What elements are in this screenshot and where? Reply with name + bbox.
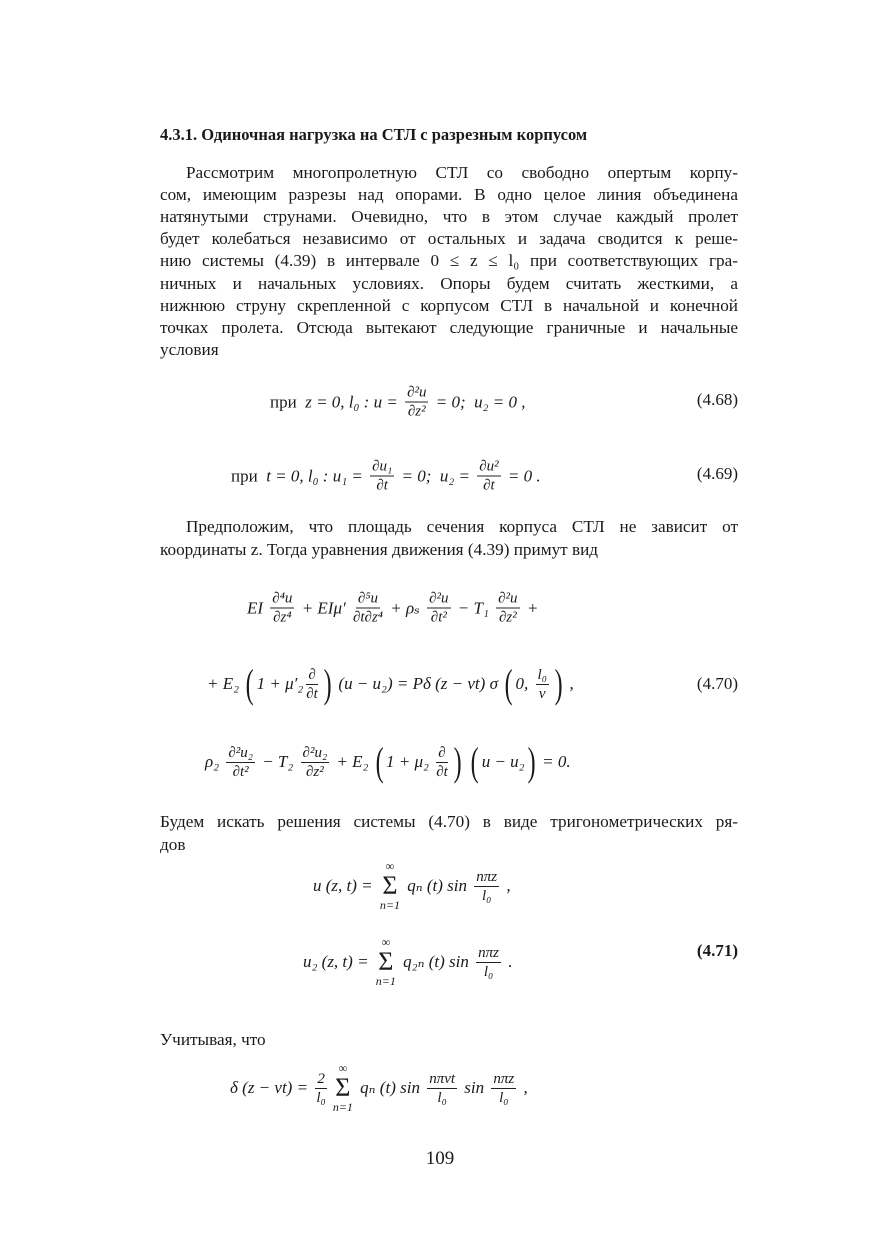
fraction (491, 1070, 516, 1107)
equation-number: (4.69) (696, 464, 738, 483)
fraction-numerator: ∂²u (498, 590, 518, 607)
math-text: 0, (515, 674, 533, 693)
math-text: u − u₂ (481, 752, 525, 771)
math-text: = 0 . (503, 466, 541, 485)
fraction (370, 458, 394, 495)
sum-upper-limit: ∞ (338, 1061, 348, 1075)
fraction-denominator: ∂t (306, 685, 318, 702)
fraction-denominator: ∂t (436, 763, 448, 780)
math-text (464, 752, 468, 772)
fraction (353, 590, 383, 627)
fraction-numerator: ∂ (308, 666, 316, 683)
parenthesis: ( (245, 661, 254, 706)
math-text: − T₂ (257, 752, 298, 771)
fraction-denominator: ∂z² (498, 609, 517, 626)
math-text: EI (247, 598, 268, 617)
sigma-symbol: Σ (382, 871, 398, 900)
equation-4-68 (270, 384, 526, 421)
fraction-denominator: l₀ (482, 887, 492, 904)
math-text: + EIμ′ (297, 598, 350, 617)
fraction-denominator: l₀ (316, 1089, 326, 1106)
equation-number: (4.71) (696, 941, 738, 960)
fraction (536, 666, 549, 703)
fraction (315, 1070, 327, 1107)
fraction (405, 384, 428, 421)
fraction-denominator: v (538, 685, 546, 702)
sum-upper-limit: ∞ (381, 935, 391, 949)
fraction-numerator: 2 (317, 1070, 325, 1087)
sigma-symbol: Σ (378, 947, 394, 976)
fraction-denominator: ∂z² (407, 403, 426, 420)
fraction-numerator: ∂⁴u (272, 590, 293, 607)
parenthesis: ) (323, 661, 332, 706)
equation-4-69 (231, 458, 541, 495)
fraction (436, 744, 448, 781)
math-text: , (502, 876, 511, 895)
text-line: точках пролета. Отсюда вытекают следующие граничные и начальные (160, 318, 738, 337)
fraction-denominator: l₀ (483, 963, 494, 980)
sum-lower-limit: n=1 (332, 1100, 353, 1114)
equation-4-70-line2 (207, 661, 574, 706)
fraction-denominator: ∂t² (232, 763, 249, 780)
math-text: . (503, 952, 513, 971)
text-line: будет колебаться независимо от остальных и задача сводится к реше- (160, 229, 738, 248)
fraction-numerator: ∂²u₂ (302, 744, 328, 761)
section-heading: 4.3.1. Одиночная нагрузка на СТЛ с разрезным корпусом (160, 125, 588, 144)
math-text: sin (460, 1078, 489, 1097)
fraction (301, 744, 330, 781)
fraction (226, 744, 255, 781)
fraction-numerator: l₀ (537, 666, 547, 683)
equation-delta (230, 1062, 528, 1114)
fraction (474, 868, 499, 905)
fraction-denominator: l₀ (437, 1089, 447, 1106)
text-line: Рассмотрим многопролетную СТЛ со свободно опертым корпу- (186, 163, 738, 182)
math-text: = 0; u₂ = 0 , (431, 392, 526, 411)
fraction-numerator: ∂u² (479, 458, 499, 475)
math-text: (u − u₂) = Pδ (z − vt) σ (334, 674, 503, 693)
math-text: qₙ (t) sin (403, 876, 472, 895)
math-text: − T₁ (453, 598, 494, 617)
math-text: + E₂ (332, 752, 373, 771)
math-text: q₂ₙ (t) sin (398, 952, 474, 971)
equation-4-71-line1 (313, 860, 511, 912)
text-line: Учитывая, что (160, 1030, 266, 1049)
fraction-numerator: nπvt (429, 1070, 456, 1087)
fraction-denominator: ∂t² (430, 609, 447, 626)
math-word: при (270, 392, 306, 411)
math-text: = 0. (537, 752, 571, 771)
fraction (427, 1070, 457, 1107)
fraction (306, 666, 318, 703)
text-line: нижнюю струну скрепленной с корпусом СТЛ в начальной и конечной (160, 296, 738, 315)
math-text: z = 0, l₀ : u = (305, 392, 403, 411)
equation-number: (4.70) (696, 674, 738, 693)
text-line: ничных и начальных условиях. Опоры будем считать жесткими, а (160, 274, 738, 293)
fraction (270, 590, 294, 627)
text-line: сом, имеющим разрезы над опорами. В одно целое линия объединена (160, 185, 738, 204)
fraction-numerator: ∂²u₂ (228, 744, 253, 761)
fraction (477, 458, 500, 495)
math-text: = 0; u₂ = (397, 466, 475, 485)
math-text: + (522, 598, 539, 617)
sum-lower-limit: n=1 (375, 974, 396, 988)
equation-number: (4.68) (696, 390, 738, 409)
text-line: Будем искать решения системы (4.70) в виде тригонометрических ря- (160, 812, 738, 831)
summation (380, 860, 400, 912)
text-line: условия (160, 340, 219, 359)
fraction-numerator: nπz (476, 868, 498, 885)
fraction (476, 944, 501, 981)
sum-upper-limit: ∞ (385, 859, 395, 873)
equation-4-70-line1 (247, 590, 538, 627)
fraction-numerator: nπz (493, 1070, 515, 1087)
math-text: u (z, t) = (313, 876, 377, 895)
text-line: дов (160, 835, 186, 854)
summation (333, 1062, 353, 1114)
sum-lower-limit: n=1 (379, 898, 400, 912)
fraction-numerator: ∂u₁ (372, 458, 393, 475)
equation-4-71-line2 (303, 936, 512, 988)
fraction-numerator: ∂ (438, 744, 446, 761)
math-word: при (231, 466, 267, 485)
fraction-numerator: ∂²u (407, 384, 427, 401)
math-text: , (565, 674, 574, 693)
math-text: u₂ (z, t) = (303, 952, 373, 971)
math-text: 1 + μ′₂ (256, 674, 304, 693)
parenthesis: ( (471, 739, 480, 784)
page-number: 109 (425, 1148, 455, 1169)
parenthesis: ) (453, 739, 462, 784)
math-text: , (519, 1078, 528, 1097)
fraction-denominator: ∂z² (305, 763, 324, 780)
parenthesis: ( (375, 739, 384, 784)
fraction (496, 590, 519, 627)
text-line: координаты z. Тогда уравнения движения (4.39) примут вид (160, 540, 599, 559)
text-line: Предположим, что площадь сечения корпуса СТЛ не зависит от (186, 517, 738, 536)
math-text: + E₂ (207, 674, 244, 693)
math-text: + ρₛ (386, 598, 425, 617)
parenthesis: ) (527, 739, 536, 784)
math-text: 1 + μ₂ (386, 752, 434, 771)
parenthesis: ( (504, 661, 513, 706)
fraction (427, 590, 450, 627)
math-text: ρ₂ (205, 752, 224, 771)
math-text: t = 0, l₀ : u₁ = (266, 466, 368, 485)
fraction-denominator: ∂z⁴ (273, 609, 292, 626)
fraction-denominator: ∂t (483, 477, 495, 494)
text-line: нию системы (4.39) в интервале 0 ≤ z ≤ l₀ при соответствующих гра- (160, 251, 738, 270)
fraction-denominator: ∂t (376, 477, 388, 494)
equation-4-70-line3 (205, 739, 571, 784)
fraction-denominator: l₀ (499, 1089, 509, 1106)
math-text: qₙ (t) sin (355, 1078, 425, 1097)
summation (376, 936, 396, 988)
parenthesis: ) (554, 661, 563, 706)
fraction-denominator: ∂t∂z⁴ (352, 609, 384, 626)
sigma-symbol: Σ (335, 1073, 351, 1102)
math-text: δ (z − vt) = (230, 1078, 313, 1097)
fraction-numerator: nπz (478, 944, 499, 961)
text-line: натянутыми струнами. Очевидно, что в этом случае каждый пролет (160, 207, 738, 226)
fraction-numerator: ∂²u (429, 590, 449, 607)
fraction-numerator: ∂⁵u (357, 590, 379, 607)
